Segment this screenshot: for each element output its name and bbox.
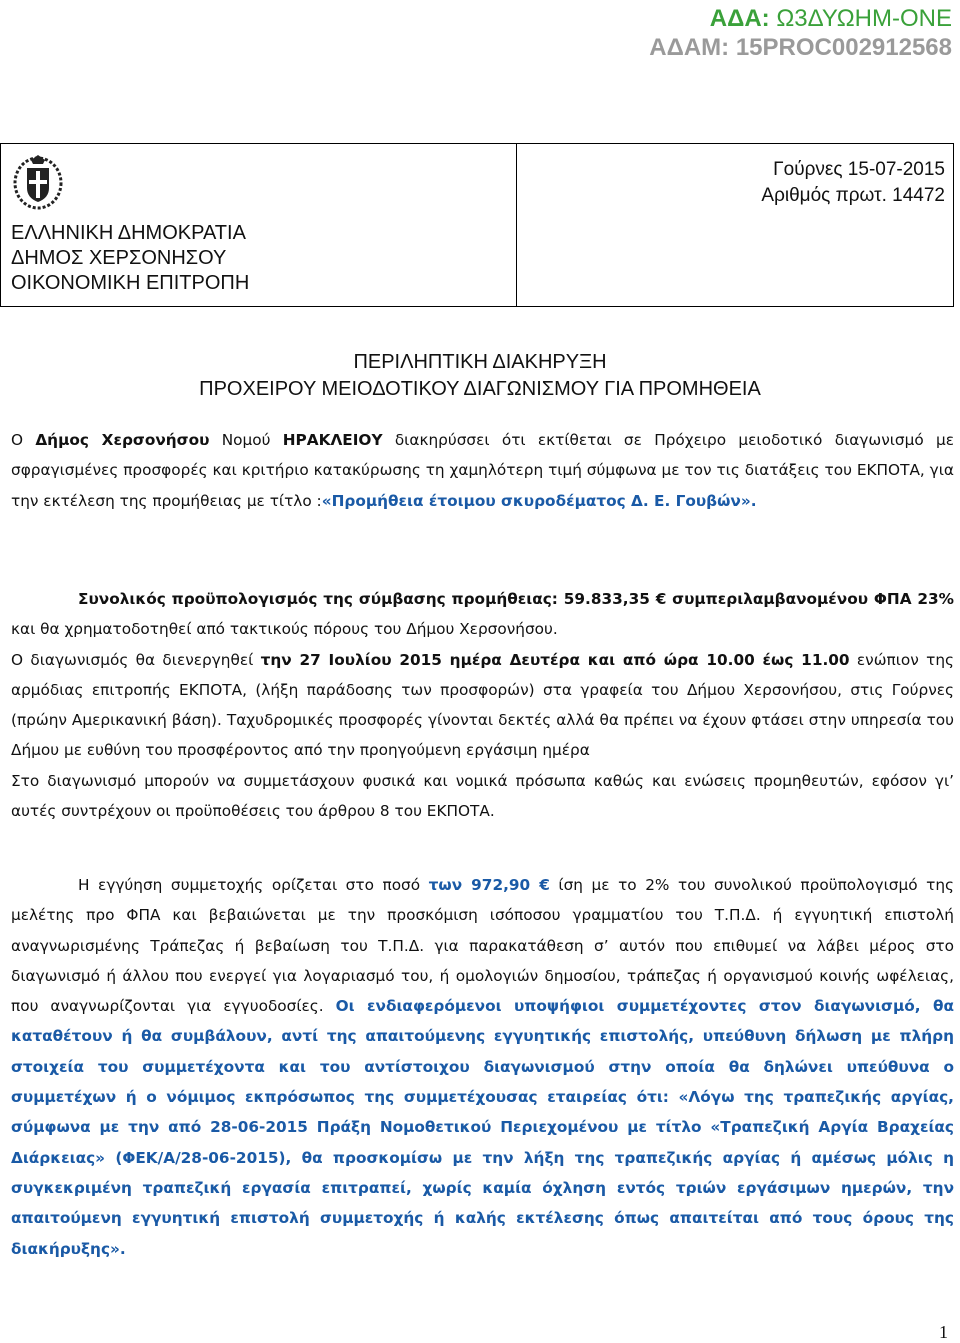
intro-paragraph: Ο Δήμος Χερσονήσου Νομού ΗΡΑΚΛΕΙΟΥ διακηρύσσει ότι εκτίθεται σε Πρόχειρο μειοδοτικό διαγωνισμό με σφραγισμένες προσφορές και κριτήριο κατακύρωσης τη χαμηλότερη τιμή σύμφωνα με τον τις διατάξεις του ΕΚΠΟΤΑ, για την εκτέλεση της προμήθειας με τίτλο :«Προμήθεια έτοιμου σκυροδέματος Δ. Ε. Γουβών». — [11, 431, 954, 510]
letterhead-box — [0, 143, 954, 307]
adam-code: ΑΔΑΜ: 15PROC002912568 — [649, 34, 952, 61]
authority-line-3: ΟΙΚΟΝΟΜΙΚΗ ΕΠΙΤΡΟΠΗ — [11, 272, 250, 294]
municipality-name: Δήμος Χερσονήσου — [35, 431, 210, 449]
tender-date: την 27 Ιουλίου 2015 ημέρα Δευτέρα και από ώρα 10.00 έως 11.00 — [260, 650, 850, 669]
authority-line-2: ΔΗΜΟΣ ΧΕΡΣΟΝΗΣΟΥ — [11, 247, 227, 269]
authority-line-1: ΕΛΛΗΝΙΚΗ ΔΗΜΟΚΡΑΤΙΑ — [11, 222, 246, 244]
ada-code: Ω3ΔΥΩΗΜ-ΟΝΕ — [776, 5, 952, 32]
guarantee-amount: των 972,90 € — [428, 876, 550, 894]
main-paragraphs — [11, 584, 954, 826]
letterhead-meta-cell — [517, 144, 953, 306]
letterhead-authority-cell — [1, 144, 517, 306]
title-line-2: ΠΡΟΧΕΙΡΟΥ ΜΕΙΟΔΟΤΙΚΟΥ ΔΙΑΓΩΝΙΣΜΟΥ ΓΙΑ ΠΡΟΜΗΘΕΙΑ — [199, 378, 761, 400]
document-meta — [761, 157, 945, 209]
participants-paragraph: Στο διαγωνισμό μπορούν να συμμετάσχουν φυσικά και νομικά πρόσωπα καθώς και ενώσεις προμηθευτών, εφόσον γι’ αυτές συντρέχουν οι προϋποθέσεις του άρθρου 8 του ΕΚΠΟΤΑ. — [11, 771, 954, 821]
protocol-number: Αριθμός πρωτ. 14472 — [761, 185, 945, 206]
document-date: Γούρνες 15-07-2015 — [773, 159, 945, 180]
ada-block — [649, 4, 952, 62]
title-line-1: ΠΕΡΙΛΗΠΤΙΚΗ ΔΙΑΚΗΡΥΞΗ — [353, 351, 607, 373]
tender-paragraph: Ο διαγωνισμός θα διενεργηθεί την 27 Ιουλίου 2015 ημέρα Δευτέρα και από ώρα 10.00 έως 11.00 ενώπιον της αρμόδιας επιτροπής ΕΚΠΟΤΑ, (λήξη παράδοσης των προσφορών) στα γραφεία του Δήμου Χερσονήσου, στις Γούρνες (πρώην Αμερικανική βάση). Ταχυδρομικές προσφορές γίνονται δεκτές αλλά θα πρέπει να έχουν φτάσει στην υπηρεσία του Δήμου με ευθύνη του προσφέροντος από την προηγούμενη εργάσιμη ημέρα — [11, 650, 954, 760]
document-title — [0, 349, 960, 403]
ada-label: ΑΔΑ: — [709, 5, 770, 32]
budget-amount: Συνολικός προϋπολογισμός της σύμβασης προμήθειας: 59.833,35 € συμπεριλαμβανομένου ΦΠΑ 23% — [78, 590, 954, 608]
greek-coat-of-arms-icon — [13, 154, 63, 210]
issuing-authority — [11, 221, 249, 296]
procurement-title: «Προμήθεια έτοιμου σκυροδέματος Δ. Ε. Γουβών». — [321, 491, 757, 510]
guarantee-paragraph: Η εγγύηση συμμετοχής ορίζεται στο ποσό των 972,90 € ίση με το 2% του συνολικού προϋπολογισμό της μελέτης προ ΦΠΑ και βεβαιώνεται με την προσκόμιση ισόποσου γραμματίου του Τ.Π.Δ. ή εγγυητική επιστολή αναγνωρισμένης Τράπεζας ή βεβαίωση του Τ.Π.Δ. για παρακατάθεση σ’ αυτόν που επιθυμεί να λάβει μέρος στο διαγωνισμό ή άλλου που ενεργεί για λογαριασμό του, ή ομολογιών δημοσίου, τράπεζας ή οργανισμού κοινής ωφέλειας, που αναγνωρίζονται για εγγυοδοσίες. Οι ενδιαφερόμενοι υποψήφιοι συμμετέχοντες στον διαγωνισμό, θα καταθέτουν ή θα συμβάλουν, αντί της απαιτούμενης εγγυητικής επιστολής, υπεύθυνη δήλωση με πλήρη στοιχεία του συμμετέχοντα και του αντίστοιχου διαγωνισμού στην οποία θα δηλώνει υπεύθυνα ο συμμετέχων ή ο νόμιμος εκπρόσωπος της συμμετέχουσας εταιρείας ότι: «Λόγω της τραπεζικής αργίας, σύμφωνα με την από 28-06-2015 Πράξη Νομοθετικού Περιεχομένου με τίτλο «Τραπεζική Αργία Βραχείας Διάρκειας» (ΦΕΚ/Α/28-06-2015), θα προσκομίσω με την λήξη της τραπεζικής αργίας ή αμέσως μόλις η συγκεκριμένη τραπεζική εργασία επιτραπεί, χωρίς καμία όχληση εντός τριών εργάσιμων ημερών, την απαιτούμενη εγγυητική επιστολή συμμετοχής ή καλής εκτέλεσης όπως απαιτείται από τους όρους της διακήρυξης». — [11, 876, 954, 1258]
bank-holiday-clause: Οι ενδιαφερόμενοι υποψήφιοι συμμετέχοντες στον διαγωνισμό, θα καταθέτουν ή θα συμβάλουν, αντί της απαιτούμενης εγγυητικής επιστολής, υπεύθυνη δήλωση με πλήρη στοιχεία του συμμετέχοντα και του αντίστοιχου διαγωνισμού στην οποία θα δηλώνει υπεύθυνα ο συμμετέχων ή ο νόμιμος εκπρόσωπος της συμμετέχουσας εταιρείας ότι: «Λόγω της τραπεζικής αργίας, σύμφωνα με την από 28-06-2015 Πράξη Νομοθετικού Περιεχομένου με τίτλο «Τραπεζική Αργία Βραχείας Διάρκειας» (ΦΕΚ/Α/28-06-2015), θα προσκομίσω με την λήξη της τραπεζικής αργίας ή αμέσως μόλις η συγκεκριμένη τραπεζική εργασία επιτραπεί, χωρίς καμία όχληση εντός τριών εργάσιμων ημερών, την απαιτούμενη εγγυητική επιστολή συμμετοχής ή καλής εκτέλεσης όπως απαιτείται από τους όρους της διακήρυξης». — [11, 997, 954, 1258]
budget-paragraph: Συνολικός προϋπολογισμός της σύμβασης προμήθειας: 59.833,35 € συμπεριλαμβανομένου ΦΠΑ 23% και θα χρηματοδοτηθεί από τακτικούς πόρους του Δήμου Χερσονήσου. — [11, 590, 954, 639]
page-number: 1 — [939, 1322, 948, 1342]
